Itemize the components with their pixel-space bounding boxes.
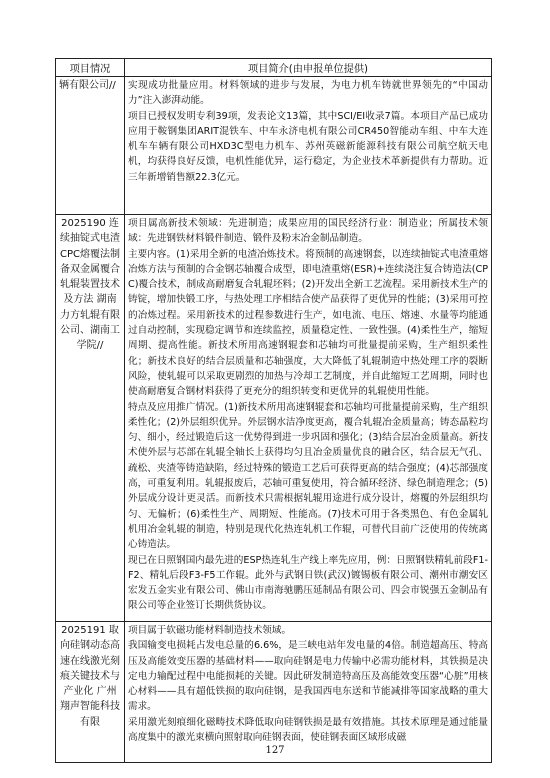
project-summary-cell <box>125 77 492 215</box>
project-summary-cell <box>125 215 492 622</box>
table-row <box>56 622 492 763</box>
summary-paragraph: 项目属于软磁功能材料制造技术领域。 <box>128 625 292 636</box>
project-info-cell: 2025190 连续抽锭式电渣CPC熔覆法制备双金属覆合轧辊装置技术及方法 湖南力方轧辊有限公司、湖南工学院// <box>56 215 125 622</box>
page-number: 127 <box>265 745 285 756</box>
project-info-cell: 2025191 取向硅钢动态高速在线激光刻痕关键技术与产业化 广州翔声智能科技有限 <box>56 622 125 763</box>
summary-paragraph: 项目属高新技术领域：先进制造；成果应用的国民经济行业：制造业；所属技术领域：先进钢铁材料锻件制造、锻件及粉末冶金制品制造。 <box>128 218 488 245</box>
summary-paragraph: 采用激光刻痕细化磁畴技术降低取向硅钢铁损是最有效措施。其技术原理是通过能量高度集中的激光束横向照射取向硅钢表面，使硅钢表面区域形成磁 <box>128 716 488 744</box>
project-info-cell: 辆有限公司// <box>56 77 125 215</box>
header-project-summary: 项目简介(由申报单位提供) <box>125 59 492 77</box>
summary-paragraph: 主要内容。(1)采用全新的电渣冶炼技术。将预制的高速钢套，以连续抽锭式电渣重熔冶炼方法与预制的合金钢芯轴覆合成型，即电渣重熔(ESR)+连续浇注复合铸造法(CPC)覆合技术，制成高耐磨复合轧辊坯料；(2)开发出全新工艺流程。采用新技术生产的铸锭，增加快锻工序，与热处理工序相结合使产品获得了更优异的性能；(3)采用可控的冶炼过程。采用新技术的过程参数进行生产，如电流、电压、熔速、水量等均能通过自动控制，实现稳定调节和连续监控，质量稳定性、一致性强。(4)柔性生产，缩短周期、提高性能。新技术所用高速钢辊套和芯轴均可批量提前采购，生产组织柔性化；新技术良好的结合层质量和芯轴强度，大大降低了轧辊制造中热处理工序的裂断风险，使轧辊可以采取更剧烈的加热与冷却工艺制度，并自此缩短工艺周期，同时也使高耐磨复合钢材料获得了更充分的组织转变和更优异的轧辊使用性能。 <box>128 248 488 398</box>
table-row <box>56 77 492 215</box>
summary-paragraph: 现已在日照钢国内最先进的ESP热连轧生产线上率先应用，例：日照钢铁精轧前段F1-F2、精轧后段F3-F5工作辊。此外与武钢日铁(武汉)镀锡板有限公司、潮州市潮安区宏发五金实业有限公司、佛山市南海驰鹏压延制品有限公司、四会市锐强五金制品有限公司等企业签订长期供货协议。 <box>128 554 488 612</box>
project-table <box>55 58 492 763</box>
table-row <box>56 215 492 622</box>
summary-paragraph: 项目已授权发明专利39项，发表论文13篇，其中SCI/EI收录7篇。本项目产品已成功应用于鞍钢集团ARIT混铁车、中车永济电机有限公司CR450智能动车组、中车大连机车车辆有限公司HXD3C型电力机车、苏州英磁新能源科技有限公司航空航天电机，均获得良好反馈，电机性能优异，运行稳定，为企业技术革新提供有力帮助。近三年新增销售额22.3亿元。 <box>128 110 488 183</box>
summary-paragraph: 实现成功批量应用。材料领域的进步与发展，为电力机车铸就世界领先的“中国动力”注入澎湃动能。 <box>128 80 488 107</box>
project-summary-cell <box>125 622 492 763</box>
summary-paragraph: 我国输变电损耗占发电总量的6.6%，是三峡电站年发电量的4倍。制造超高压、特高压及高能效变压器的基础材料——取向硅钢是电力传输中必需功能材料，其铁损是决定电力输配过程中电能损耗的关键。因此研发制造特高压及高能效变压器“心脏”用核心材料——具有超低铁损的取向硅钢，是我国西电东送和节能减排等国家战略的重大需求。 <box>128 640 488 713</box>
summary-paragraph: 特点及应用推广情况。(1)新技术所用高速钢辊套和芯轴均可批量提前采购，生产组织柔性化；(2)外层组织优异。外层钢水洁净度更高，覆合轧辊冶金质量高；铸态晶粒均匀、细小，经过锻造后这一优势得到进一步巩固和强化；(3)结合层冶金质量高。新技术使外层与芯部在轧辊全轴长上获得均匀且冶金质量优良的融合区，结合层无气孔、疏松、夹渣等铸造缺陷，经过特殊的锻造工艺后可获得更高的结合强度；(4)芯部强度高，可重复利用。轧辊报废后，芯轴可重复使用，符合循环经济、绿色制造理念；(5)外层成分设计更灵活。而新技术只需根据轧辊用途进行成分设计，熔覆的外层组织均匀、无偏析；(6)柔性生产、周期短、性能高。(7)技术可用于各类黑色、有色金属轧机用冶金轧辊的制造，特别是现代化热连轧机工作辊，可替代目前广泛使用的传统离心铸造法。 <box>128 401 488 551</box>
header-project-info: 项目情况 <box>56 59 125 77</box>
table-header-row <box>56 59 492 77</box>
